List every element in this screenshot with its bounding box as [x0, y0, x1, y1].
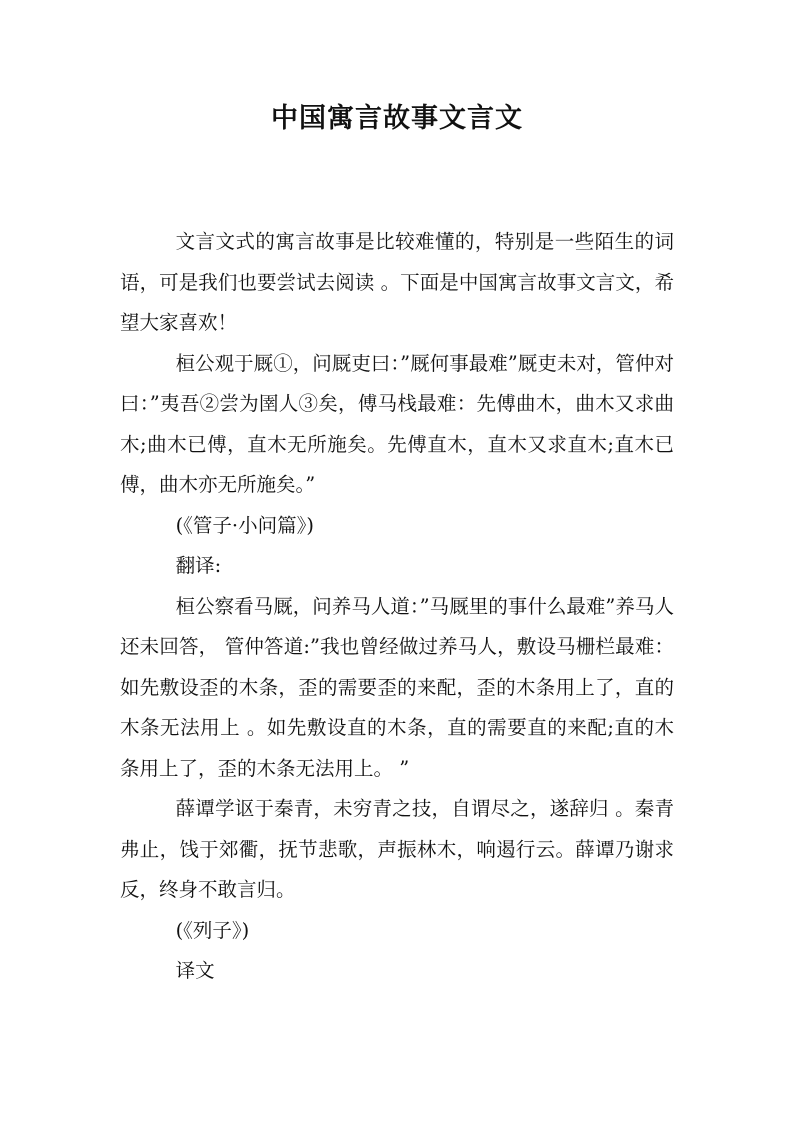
- translation-heading-2: 译文: [175, 959, 215, 982]
- translation-heading: 翻译:: [175, 554, 222, 577]
- source-citation-2: (《列子》): [175, 918, 250, 942]
- source-citation: (《管子·小问篇》): [175, 513, 314, 537]
- translation-paragraph: 桓公察看马厩，问养马人道：”马厩里的事什么最难”养马人还未回答， 管仲答道:”我也曾经做过养马人，敷设马栅栏最难：如先敷设歪的木条，歪的需要歪的来配，歪的木条用上了，直的木条无法用上 。如先敷设直的木条，直的需要直的来配;直的木条用上了，歪的木条无法用上。 ”: [120, 594, 674, 780]
- fable-text-paragraph: 桓公观于厩①，问厩吏曰：”厩何事最难”厩吏未对，管仲对曰：”夷吾②尝为圉人③矣，傅马栈最难：先傅曲木，曲木又求曲木;曲木已傅，直木无所施矣。先傅直木，直木又求直木;直木已傅，曲木亦无所施矣。”: [120, 351, 674, 496]
- document-body: [120, 222, 674, 992]
- fable-text-paragraph-2: 薛谭学讴于秦青，未穷青之技，自谓尽之，遂辞归 。秦青弗止，饯于郊衢，抚节悲歌，声振林木，响遏行云。薛谭乃谢求反，终身不敢言归。: [120, 797, 674, 901]
- document-title: 中国寓言故事文言文: [271, 103, 523, 134]
- intro-paragraph: 文言文式的寓言故事是比较难懂的，特别是一些陌生的词语，可是我们也要尝试去阅读 。下面是中国寓言故事文言文，希望大家喜欢！: [120, 230, 674, 334]
